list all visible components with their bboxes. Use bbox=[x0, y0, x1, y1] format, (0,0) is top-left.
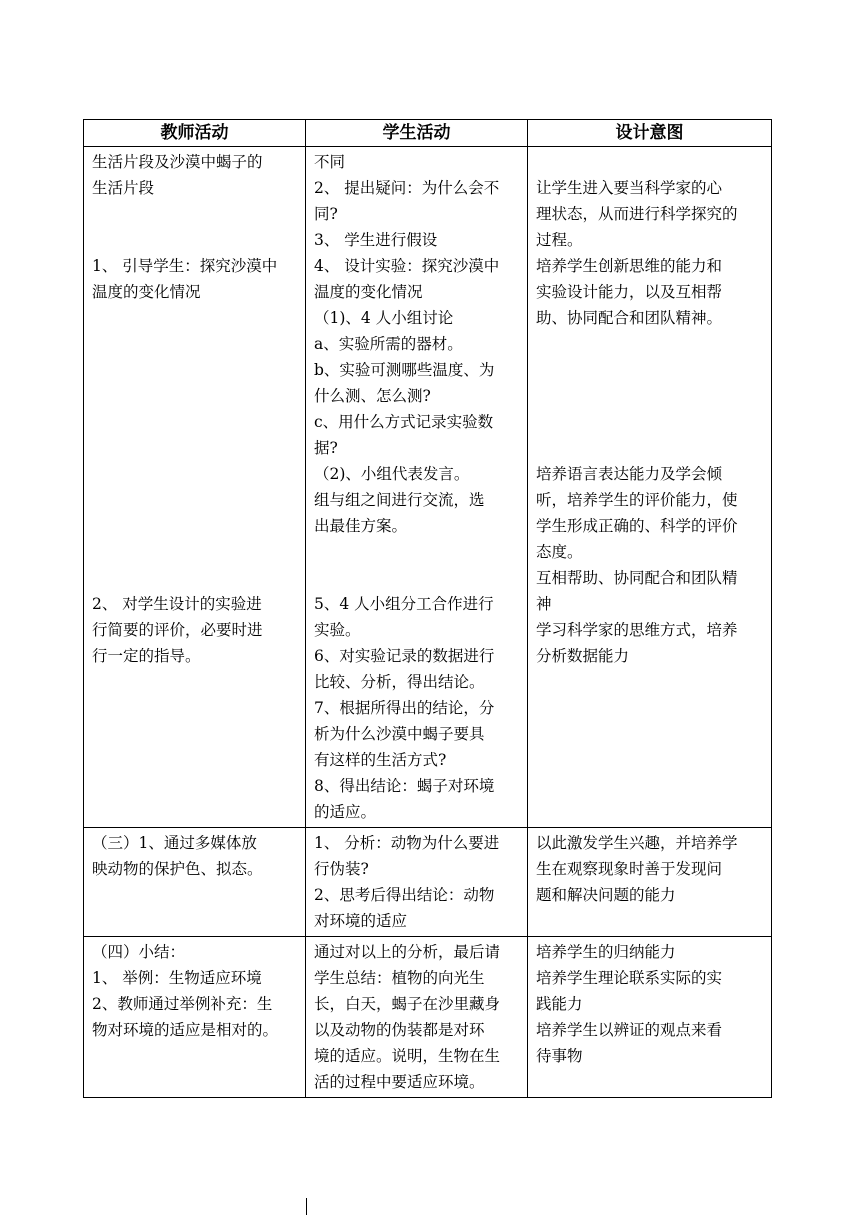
cell-line: 什么测、怎么测? bbox=[314, 387, 431, 405]
table-row bbox=[84, 147, 772, 828]
cell-line: 2、教师通过举例补充：生 bbox=[92, 995, 273, 1013]
cell-line: 以及动物的伪装都是对环 bbox=[314, 1021, 485, 1039]
cell-line: 有这样的生活方式? bbox=[314, 751, 447, 769]
cell-line: 对环境的适应 bbox=[314, 912, 408, 930]
cell-line bbox=[92, 487, 297, 513]
cell-line: 析为什么沙漠中蝎子要具 bbox=[314, 725, 485, 743]
cell-line: 3、 学生进行假设 bbox=[314, 231, 438, 249]
cell-line: 以此激发学生兴趣，并培养学 bbox=[536, 834, 738, 852]
cell-line bbox=[92, 227, 297, 253]
cell-line: 践能力 bbox=[536, 995, 583, 1013]
cell-line: 态度。 bbox=[536, 543, 583, 561]
cell-line: 实验。 bbox=[314, 621, 361, 639]
cell-line: 通过对以上的分析，最后请 bbox=[314, 943, 501, 961]
cell-line bbox=[536, 435, 763, 461]
cell-line: 1、 引导学生：探究沙漠中 bbox=[92, 257, 278, 275]
cell-line: 让学生进入要当科学家的心 bbox=[536, 179, 723, 197]
cell-line: 神 bbox=[536, 595, 552, 613]
cell-line: 互相帮助、协同配合和团队精 bbox=[536, 569, 738, 587]
cell-line bbox=[92, 305, 297, 331]
cell-line: 培养语言表达能力及学会倾 bbox=[536, 465, 723, 483]
cell-line bbox=[536, 149, 763, 175]
design-intent-cell bbox=[528, 937, 772, 1098]
teacher-activity-cell bbox=[84, 828, 306, 937]
design-intent-cell bbox=[528, 828, 772, 937]
cell-line: 行一定的指导。 bbox=[92, 647, 201, 665]
cell-line: 培养学生创新思维的能力和 bbox=[536, 257, 723, 275]
cell-line: 待事物 bbox=[536, 1047, 583, 1065]
cell-line: 理状态，从而进行科学探究的 bbox=[536, 205, 738, 223]
text-cursor bbox=[306, 1198, 307, 1215]
cell-line: 1、 举例：生物适应环境 bbox=[92, 969, 262, 987]
cell-line: 1、 分析：动物为什么要进 bbox=[314, 834, 500, 852]
teacher-activity-cell bbox=[84, 937, 306, 1098]
cell-line bbox=[92, 435, 297, 461]
cell-line: 听，培养学生的评价能力，使 bbox=[536, 491, 738, 509]
cell-line bbox=[92, 513, 297, 539]
cell-line bbox=[536, 383, 763, 409]
cell-line: 境的适应。说明，生物在生 bbox=[314, 1047, 501, 1065]
cell-line: 组与组之间进行交流，选 bbox=[314, 491, 485, 509]
cell-line: 的适应。 bbox=[314, 803, 377, 821]
cell-line bbox=[92, 331, 297, 357]
cell-line: 据? bbox=[314, 439, 338, 457]
design-intent-cell bbox=[528, 147, 772, 828]
cell-line: 活的过程中要适应环境。 bbox=[314, 1073, 485, 1091]
cell-line: 2、思考后得出结论：动物 bbox=[314, 886, 495, 904]
cell-line: 7、根据所得出的结论，分 bbox=[314, 699, 495, 717]
cell-line: 培养学生以辨证的观点来看 bbox=[536, 1021, 723, 1039]
cell-line: 比较、分析，得出结论。 bbox=[314, 673, 485, 691]
cell-line: 6、对实验记录的数据进行 bbox=[314, 647, 495, 665]
cell-line: 物对环境的适应是相对的。 bbox=[92, 1021, 279, 1039]
cell-line: 温度的变化情况 bbox=[92, 283, 201, 301]
cell-line bbox=[92, 565, 297, 591]
cell-line bbox=[92, 409, 297, 435]
cell-line bbox=[92, 539, 297, 565]
table-row bbox=[84, 828, 772, 937]
student-activity-cell bbox=[306, 147, 528, 828]
cell-line: c、用什么方式记录实验数 bbox=[314, 413, 494, 431]
cell-line: b、实验可测哪些温度、为 bbox=[314, 361, 495, 379]
header-design-intent: 设计意图 bbox=[528, 120, 772, 147]
lesson-plan-table bbox=[83, 119, 772, 1098]
cell-line bbox=[536, 331, 763, 357]
cell-line: 学习科学家的思维方式，培养 bbox=[536, 621, 738, 639]
cell-line: 温度的变化情况 bbox=[314, 283, 423, 301]
cell-line: （四）小结： bbox=[92, 943, 186, 961]
cell-line: 学生形成正确的、科学的评价 bbox=[536, 517, 738, 535]
cell-line bbox=[92, 461, 297, 487]
cell-line: 生活片段 bbox=[92, 179, 155, 197]
cell-line: a、实验所需的器材。 bbox=[314, 335, 463, 353]
cell-line: 4、 设计实验：探究沙漠中 bbox=[314, 257, 500, 275]
cell-line: 不同 bbox=[314, 153, 346, 171]
cell-line: （2)、小组代表发言。 bbox=[314, 465, 470, 483]
cell-line: 学生总结：植物的向光生 bbox=[314, 969, 485, 987]
header-row bbox=[84, 120, 772, 147]
cell-line bbox=[314, 565, 519, 591]
teacher-activity-cell bbox=[84, 147, 306, 828]
cell-line: （三）1、通过多媒体放 bbox=[92, 834, 257, 852]
cell-line: 映动物的保护色、拟态。 bbox=[92, 860, 263, 878]
cell-line: 生活片段及沙漠中蝎子的 bbox=[92, 153, 263, 171]
cell-line: 过程。 bbox=[536, 231, 583, 249]
cell-line: 助、协同配合和团队精神。 bbox=[536, 309, 723, 327]
cell-line: 2、 提出疑问：为什么会不 bbox=[314, 179, 500, 197]
cell-line: 行简要的评价，必要时进 bbox=[92, 621, 263, 639]
cell-line bbox=[92, 357, 297, 383]
cell-line bbox=[536, 409, 763, 435]
cell-line: 8、得出结论：蝎子对环境 bbox=[314, 777, 495, 795]
cell-line: 长，白天，蝎子在沙里藏身 bbox=[314, 995, 501, 1013]
cell-line: 实验设计能力，以及互相帮 bbox=[536, 283, 723, 301]
cell-line: 行伪装? bbox=[314, 860, 369, 878]
cell-line bbox=[92, 201, 297, 227]
cell-line: 生在观察现象时善于发现问 bbox=[536, 860, 723, 878]
cell-line bbox=[536, 357, 763, 383]
cell-line: 培养学生的归纳能力 bbox=[536, 943, 676, 961]
header-student-activity: 学生活动 bbox=[306, 120, 528, 147]
cell-line: 同? bbox=[314, 205, 338, 223]
cell-line: 题和解决问题的能力 bbox=[536, 886, 676, 904]
cell-line bbox=[314, 539, 519, 565]
cell-line: 5、4 人小组分工合作进行 bbox=[314, 595, 494, 613]
student-activity-cell bbox=[306, 828, 528, 937]
cell-line: 2、 对学生设计的实验进 bbox=[92, 595, 262, 613]
cell-line: 出最佳方案。 bbox=[314, 517, 408, 535]
table-row bbox=[84, 937, 772, 1098]
cell-line: 培养学生理论联系实际的实 bbox=[536, 969, 723, 987]
header-teacher-activity: 教师活动 bbox=[84, 120, 306, 147]
cell-line bbox=[92, 383, 297, 409]
cell-line: （1)、4 人小组讨论 bbox=[314, 309, 454, 327]
student-activity-cell bbox=[306, 937, 528, 1098]
cell-line: 分析数据能力 bbox=[536, 647, 630, 665]
